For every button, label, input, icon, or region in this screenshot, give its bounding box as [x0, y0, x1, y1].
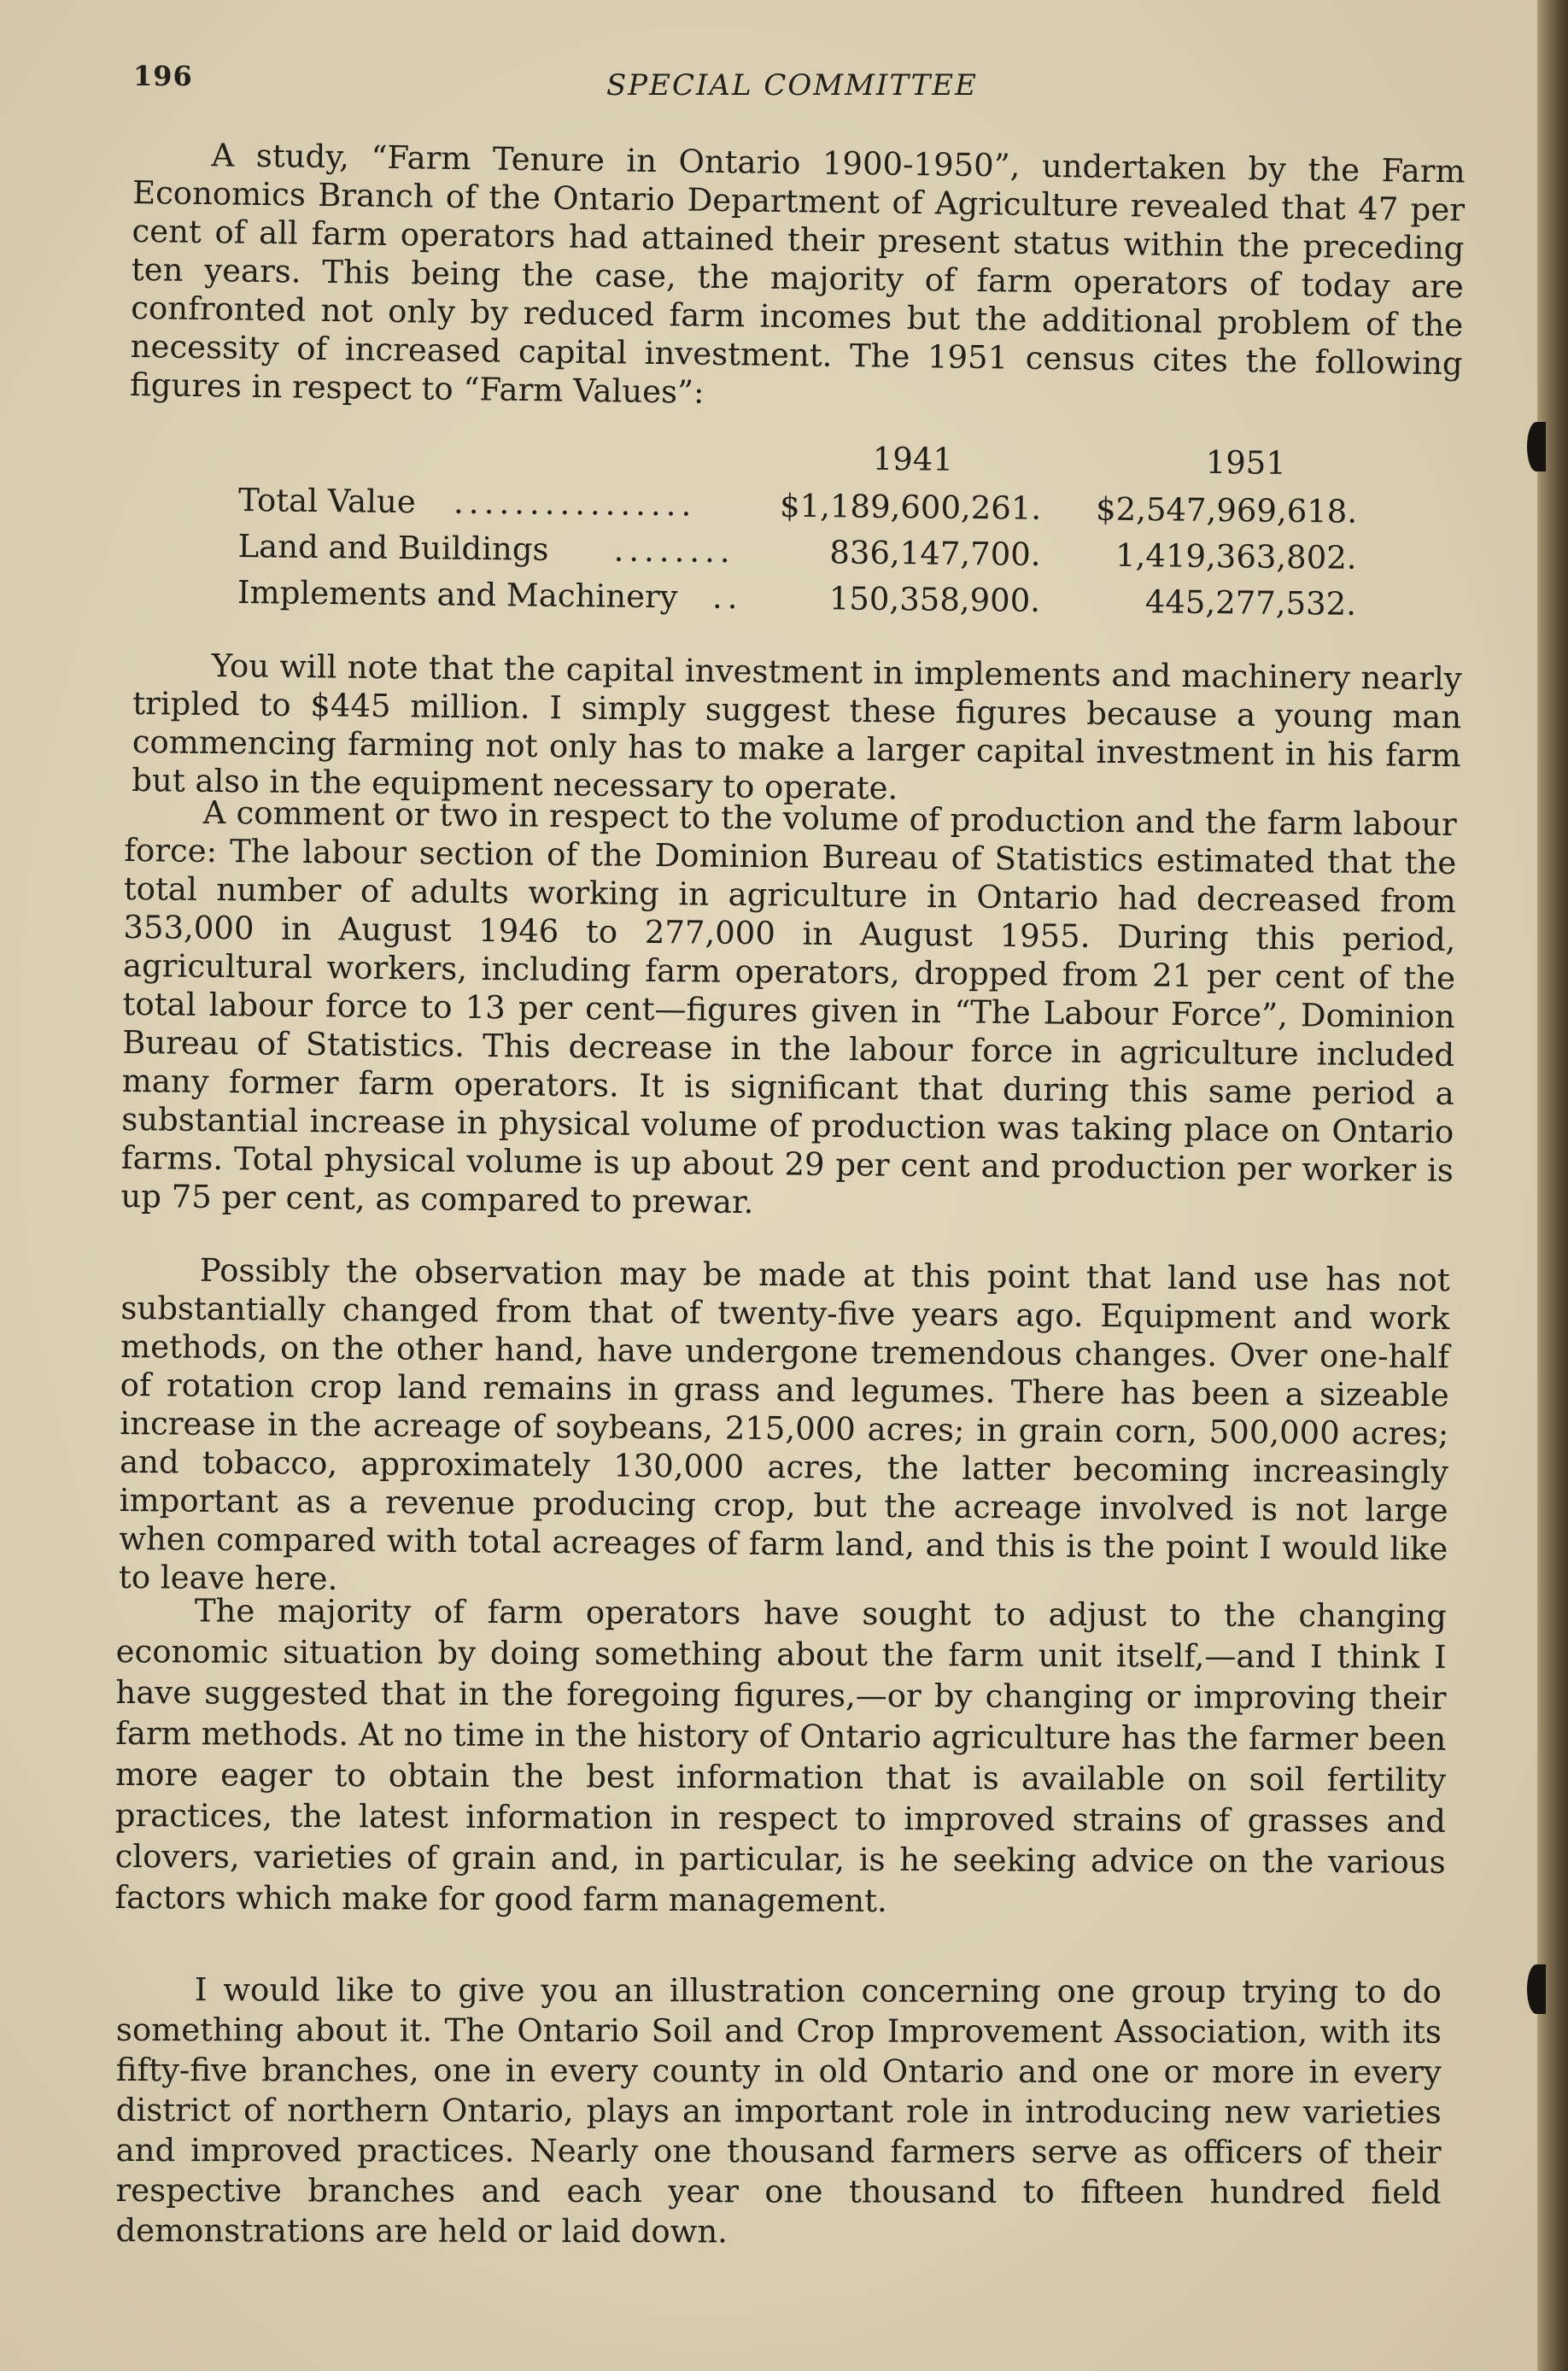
table-row	[237, 528, 1365, 579]
column-header-1951: 1951	[1205, 443, 1287, 482]
value-1951: 1,419,363,802.	[1115, 536, 1357, 577]
value-1941: 150,358,900.	[828, 580, 1041, 619]
paragraph-land-use: Possibly the observation may be made at this point that land use has not substantially changed from that of twenty-five years ago. Equipment and work methods, on the other hand, have undergone tremendous changes. Over one-half of rotation crop land remains in grass and legumes. There has been a sizeable increase in the acreage of soybeans, 215,000 acres; in grain corn, 500,000 acres; and tobacco, approximately 130,000 acres, the latter becoming increasingly important as a revenue producing crop, but the acreage involved is not large when compared with total acreages of farm land, and this is the point I would like to leave here.	[118, 1251, 1450, 1598]
paragraph-farm-operators: The majority of farm operators have sought to adjust to the changing economic situation by doing something about the farm unit itself,—and I think I have suggested that in the foregoing figures,—or by changing or improving their farm methods. At no time in the history of Ontario agriculture has the farmer been more eager to obtain the best information that is available on soil fertility practices, the latest information in respect to improved strains of grasses and clovers, varieties of grain and, in particular, is he seeking advice on the various factors which make for good farm management.	[114, 1592, 1447, 1919]
paragraph-farm-tenure: A study, “Farm Tenure in Ontario 1900-1950”, undertaken by the Farm Economics Branch of the Ontario Department of Agriculture revealed that 47 per cent of all farm operators had attained their present status within the preceding ten years. This being the case, the majority of farm operators of today are confronted not only by reduced farm incomes but the additional problem of the necessity of increased capital investment. The 1951 census cites the following figures in respect to “Farm Values”:	[129, 137, 1466, 411]
value-1951: $2,547,969,618.	[1095, 490, 1358, 530]
page-binding-edge	[1537, 0, 1568, 2371]
dot-leader: ................	[453, 483, 697, 524]
running-head: SPECIAL COMMITTEE	[606, 68, 978, 102]
column-header-1941: 1941	[872, 440, 954, 478]
value-1941: 836,147,700.	[829, 534, 1041, 573]
binder-hole-top	[1527, 422, 1546, 471]
paragraph-capital-investment: You will note that the capital investment in implements and machinery nearly tripled to $445 million. I simply suggest these figures because a young man commencing farming not only has to make a larger capital investment in his farm but also in the equipment necessary to operate.	[132, 647, 1462, 807]
row-label: Total Value	[237, 481, 416, 521]
page-number: 196	[133, 60, 193, 92]
value-1941: $1,189,600,261.	[779, 487, 1042, 527]
binder-hole-bottom	[1527, 1964, 1546, 2014]
value-1951: 445,277,532.	[1144, 583, 1357, 623]
table-row	[238, 482, 1366, 533]
dot-leader: ........	[613, 531, 735, 571]
row-label: Implements and Machinery	[237, 573, 678, 616]
dot-leader: ..	[711, 578, 743, 617]
table-row	[237, 574, 1365, 625]
row-label: Land and Buildings	[237, 527, 549, 568]
paragraph-soil-crop-association: I would like to give you an illustration concerning one group trying to do something about it. The Ontario Soil and Crop Improvement Association, with its fifty-five branches, one in every county in old Ontario and one or more in every district of northern Ontario, plays an important role in introducing new varieties and improved practices. Nearly one thousand farmers serve as officers of their respective branches and each year one thousand to fifteen hundred field demonstrations are held or laid down.	[115, 1971, 1442, 2251]
paragraph-labour-force: A comment or two in respect to the volume of production and the farm labour force: The labour section of the Dominion Bureau of Statistics estimated that the total number of adults working in agriculture in Ontario had decreased from 353,000 in August 1946 to 277,000 in August 1955. During this period, agricultural workers, including farm operators, dropped from 21 per cent of the total labour force to 13 per cent—figures given in “The Labour Force”, Dominion Bureau of Statistics. This decrease in the labour force in agriculture included many former farm operators. It is significant that during this same period a substantial increase in physical volume of production was taking place on Ontario farms. Total physical volume is up about 29 per cent and production per worker is up 75 per cent, as compared to prewar.	[120, 793, 1457, 1221]
farm-values-table	[237, 434, 1366, 623]
